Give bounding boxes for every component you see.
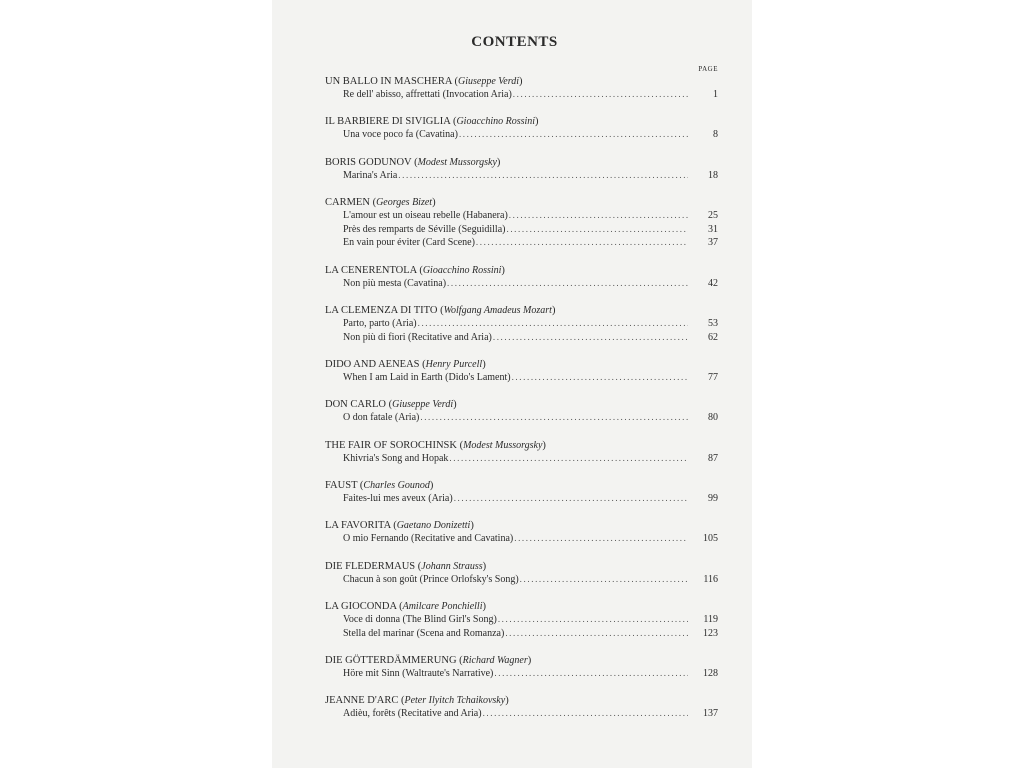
- toc-section: [325, 358, 718, 385]
- page-number: 25: [708, 209, 718, 221]
- opera-heading: DIE FLEDERMAUS (Johann Strauss): [325, 560, 487, 572]
- opera-heading: FAUST (Charles Gounod): [325, 480, 434, 492]
- entry-title: O don fatale (Aria): [343, 412, 420, 424]
- toc-entry: [325, 613, 718, 627]
- dot-leader: [454, 492, 688, 506]
- page-number: 1: [713, 89, 718, 100]
- toc-section: [325, 560, 718, 587]
- page-number: 123: [703, 627, 718, 639]
- dot-leader: [505, 627, 688, 641]
- toc-entry: [325, 331, 718, 345]
- toc-entry: [325, 707, 718, 721]
- opera-title: IL BARBIERE DI SIVIGLIA: [325, 116, 451, 128]
- toc-section: [325, 398, 718, 425]
- toc-section: [325, 75, 718, 102]
- dot-leader: [512, 371, 688, 385]
- page-number: 99: [708, 493, 718, 505]
- page-number: 119: [703, 613, 718, 625]
- page-number: 137: [703, 708, 718, 720]
- page-number: 128: [703, 668, 718, 680]
- opera-title: BORIS GODUNOV: [325, 156, 412, 168]
- toc-section: [325, 304, 718, 345]
- toc-entry: [325, 209, 718, 223]
- dot-leader: [418, 317, 688, 331]
- entry-title: Chacun à son goût (Prince Orlofsky's Song): [343, 573, 519, 585]
- opera-heading: LA GIOCONDA (Amilcare Ponchielli): [325, 600, 486, 612]
- page-number: 53: [708, 318, 718, 330]
- page-number: 80: [708, 412, 718, 424]
- toc-section: [325, 439, 718, 466]
- page-number: 87: [708, 452, 718, 464]
- opera-heading: DIDO AND AENEAS (Henry Purcell): [325, 359, 486, 371]
- dot-leader: [398, 169, 688, 183]
- composer-name: Richard Wagner: [462, 655, 528, 667]
- dot-leader: [513, 88, 688, 102]
- toc-section: [325, 654, 718, 681]
- dot-leader: [509, 209, 688, 223]
- dot-leader: [483, 707, 688, 721]
- composer-name: Giuseppe Verdi: [458, 76, 520, 87]
- opera-title: FAUST: [325, 480, 358, 492]
- entry-title: Re dell' abisso, affrettati (Invocation Aria): [343, 89, 512, 100]
- toc-section: [325, 196, 718, 250]
- toc-section: [325, 479, 718, 506]
- entry-title: En vain pour éviter (Card Scene): [343, 237, 475, 249]
- entry-title: When I am Laid in Earth (Dido's Lament): [343, 372, 511, 384]
- composer-name: Henry Purcell: [425, 359, 483, 371]
- composer-name: Charles Gounod: [363, 480, 430, 492]
- dot-leader: [449, 452, 688, 466]
- entry-title: Stella del marinar (Scena and Romanza): [343, 627, 505, 639]
- opera-heading: DIE GÖTTERDÄMMERUNG (Richard Wagner): [325, 655, 532, 667]
- opera-heading: LA CLEMENZA DI TITO (Wolfgang Amadeus Mozart): [325, 305, 556, 317]
- page-number: 42: [708, 277, 718, 289]
- toc-entry: [325, 128, 718, 142]
- dot-leader: [447, 277, 688, 291]
- entry-title: Près des remparts de Séville (Seguidilla): [343, 223, 506, 235]
- toc-entry: [325, 88, 718, 102]
- toc-entry: [325, 627, 718, 641]
- opera-heading: DON CARLO (Giuseppe Verdi): [325, 399, 457, 411]
- toc-section: [325, 264, 718, 291]
- opera-heading: JEANNE D'ARC (Peter Ilyitch Tchaikovsky): [325, 695, 509, 707]
- opera-heading: UN BALLO IN MASCHERA (Giuseppe Verdi): [325, 76, 523, 87]
- page-number: 18: [708, 169, 718, 181]
- entry-title: Una voce poco fa (Cavatina): [343, 129, 458, 141]
- composer-name: Amilcare Ponchielli: [402, 600, 483, 612]
- toc-entry: [325, 277, 718, 291]
- composer-name: Peter Ilyitch Tchaikovsky: [404, 695, 506, 707]
- entry-title: Faites-lui mes aveux (Aria): [343, 493, 453, 505]
- opera-title: DIE GÖTTERDÄMMERUNG: [325, 655, 457, 667]
- table-of-contents: [325, 75, 718, 721]
- opera-title: DIE FLEDERMAUS: [325, 560, 416, 572]
- composer-name: Johann Strauss: [421, 560, 483, 572]
- dot-leader: [514, 532, 688, 546]
- opera-title: UN BALLO IN MASCHERA: [325, 76, 452, 87]
- toc-entry: [325, 411, 718, 425]
- dot-leader: [494, 667, 688, 681]
- entry-title: Adièu, forêts (Recitative and Aria): [343, 708, 482, 720]
- composer-name: Georges Bizet: [376, 196, 433, 208]
- page-number: 116: [703, 573, 718, 585]
- page-number: 105: [703, 533, 718, 545]
- composer-name: Giuseppe Verdi: [392, 399, 454, 411]
- opera-title: LA CLEMENZA DI TITO: [325, 305, 438, 317]
- dot-leader: [498, 613, 688, 627]
- dot-leader: [459, 128, 688, 142]
- opera-title: DON CARLO: [325, 399, 386, 411]
- toc-entry: [325, 223, 718, 237]
- composer-name: Modest Mussorgsky: [417, 156, 497, 168]
- toc-entry: [325, 371, 718, 385]
- entry-title: Höre mit Sinn (Waltraute's Narrative): [343, 668, 494, 680]
- opera-heading: THE FAIR OF SOROCHINSK (Modest Mussorgsky): [325, 439, 546, 451]
- toc-entry: [325, 317, 718, 331]
- page-number: 77: [708, 372, 718, 384]
- opera-heading: LA CENERENTOLA (Gioacchino Rossini): [325, 264, 505, 276]
- entry-title: L'amour est un oiseau rebelle (Habanera): [343, 209, 508, 221]
- entry-title: Khivria's Song and Hopak: [343, 452, 449, 464]
- composer-name: Wolfgang Amadeus Mozart: [443, 305, 552, 317]
- entry-title: Non più di fiori (Recitative and Aria): [343, 331, 492, 343]
- toc-section: [325, 156, 718, 183]
- dot-leader: [493, 331, 688, 345]
- dot-leader: [520, 573, 688, 587]
- toc-entry: [325, 573, 718, 587]
- opera-title: JEANNE D'ARC: [325, 695, 399, 707]
- toc-entry: [325, 452, 718, 466]
- toc-entry: [325, 169, 718, 183]
- opera-title: LA CENERENTOLA: [325, 264, 417, 276]
- toc-entry: [325, 236, 718, 250]
- dot-leader: [506, 223, 688, 237]
- toc-section: [325, 600, 718, 641]
- composer-name: Gaetano Donizetti: [396, 520, 471, 532]
- opera-heading: BORIS GODUNOV (Modest Mussorgsky): [325, 156, 501, 168]
- page-title: CONTENTS: [471, 34, 558, 50]
- dot-leader: [476, 236, 688, 250]
- composer-name: Gioacchino Rossini: [456, 116, 536, 128]
- page-number: 37: [708, 237, 718, 249]
- entry-title: Voce di donna (The Blind Girl's Song): [343, 613, 497, 625]
- toc-entry: [325, 492, 718, 506]
- page-column-label: PAGE: [698, 65, 718, 73]
- opera-title: LA FAVORITA: [325, 520, 391, 532]
- opera-heading: LA FAVORITA (Gaetano Donizetti): [325, 520, 474, 532]
- entry-title: Marina's Aria: [343, 169, 398, 181]
- page-number: 62: [708, 331, 718, 343]
- opera-heading: IL BARBIERE DI SIVIGLIA (Gioacchino Rossini): [325, 116, 539, 128]
- toc-section: [325, 519, 718, 546]
- page-number: 8: [713, 129, 718, 141]
- composer-name: Modest Mussorgsky: [463, 439, 543, 451]
- opera-title: THE FAIR OF SOROCHINSK: [325, 439, 457, 451]
- entry-title: Non più mesta (Cavatina): [343, 277, 447, 289]
- toc-section: [325, 115, 718, 142]
- opera-title: CARMEN: [325, 196, 370, 208]
- contents-page: [272, 0, 752, 768]
- toc-entry: [325, 532, 718, 546]
- composer-name: Gioacchino Rossini: [422, 264, 502, 276]
- page-number: 31: [708, 223, 718, 235]
- opera-title: DIDO AND AENEAS: [325, 359, 420, 371]
- dot-leader: [420, 411, 688, 425]
- entry-title: O mio Fernando (Recitative and Cavatina): [343, 533, 514, 545]
- opera-heading: CARMEN (Georges Bizet): [325, 196, 436, 208]
- toc-entry: [325, 667, 718, 681]
- opera-title: LA GIOCONDA: [325, 600, 397, 612]
- toc-section: [325, 694, 718, 721]
- entry-title: Parto, parto (Aria): [343, 318, 417, 330]
